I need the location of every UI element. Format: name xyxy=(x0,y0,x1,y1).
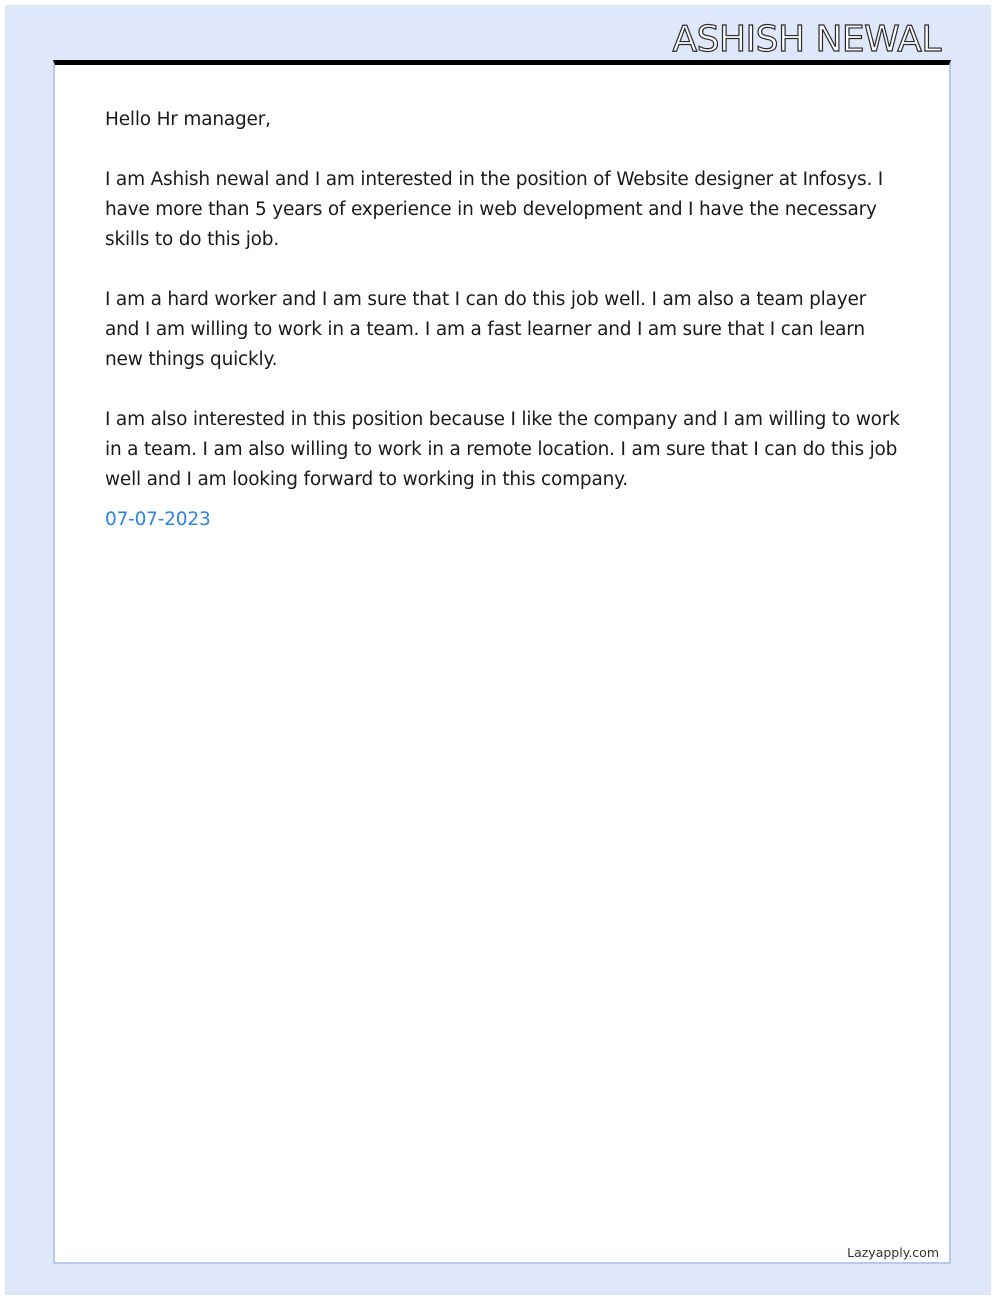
letter-page xyxy=(53,60,951,1264)
document-frame xyxy=(5,5,991,1295)
letter-paragraph-1: I am Ashish newal and I am interested in the position of Website designer at Infosys. I have more than 5 years of experience in web development and I have the necessary skills to do this job. xyxy=(105,169,884,250)
letter-date: 07-07-2023 xyxy=(105,509,211,530)
letter-body xyxy=(105,105,905,565)
letter-paragraph-2: I am a hard worker and I am sure that I can do this job well. I am also a team player and I am willing to work in a team. I am a fast learner and I am sure that I can learn new things quickly. xyxy=(105,289,867,370)
applicant-name-heading: ASHISH NEWAL xyxy=(672,19,941,60)
letter-greeting: Hello Hr manager, xyxy=(105,109,271,130)
footer-watermark: Lazyapply.com xyxy=(847,1245,939,1260)
letter-paragraph-3: I am also interested in this position because I like the company and I am willing to work in a team. I am also willing to work in a remote location. I am sure that I can do this job well and I am looking forward to working in this company. xyxy=(105,409,900,490)
